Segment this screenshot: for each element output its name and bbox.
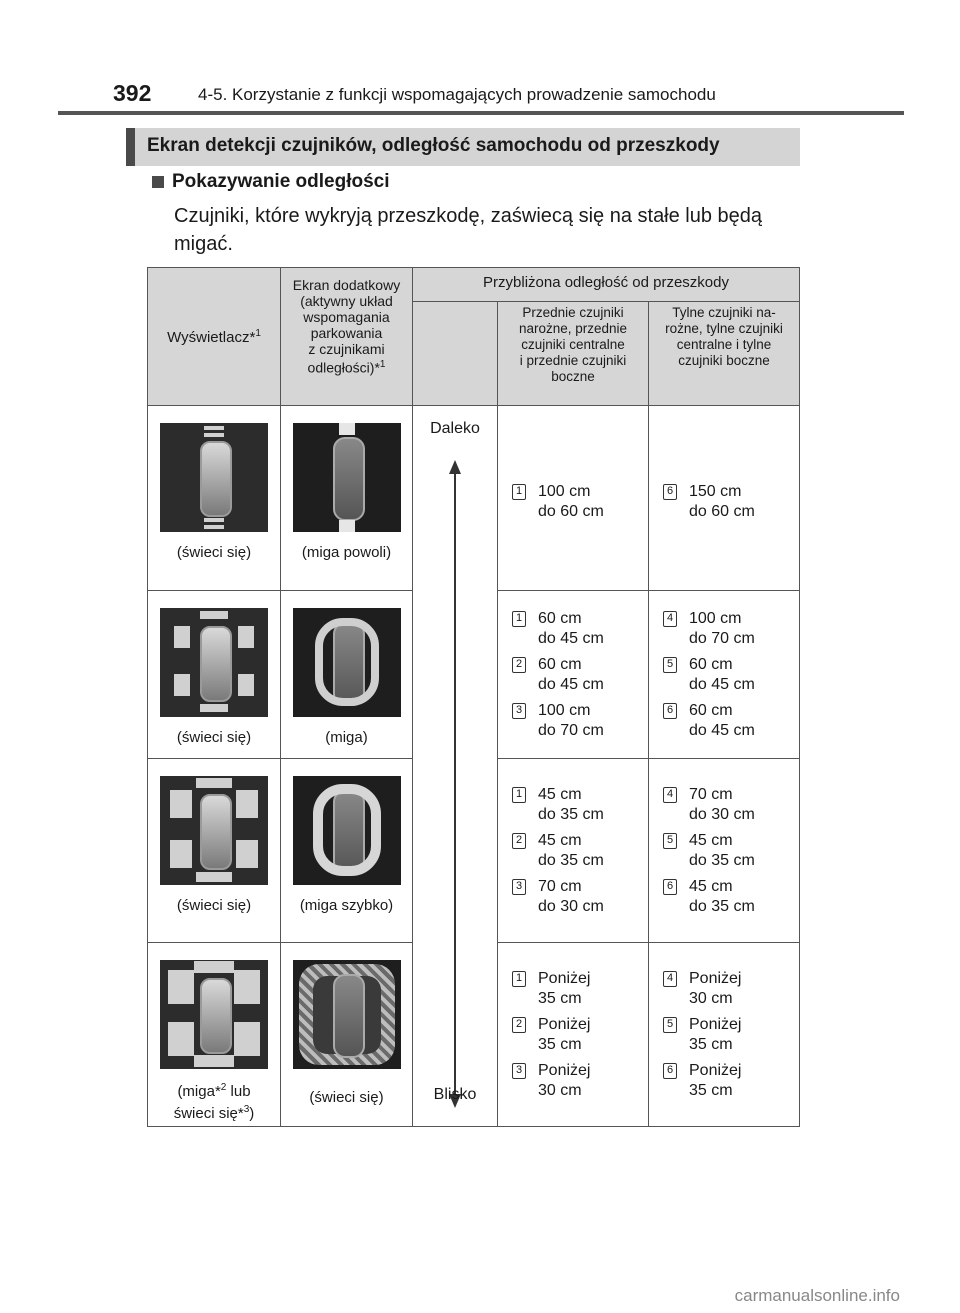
display-illustration <box>160 960 268 1069</box>
display-illustration <box>160 608 268 717</box>
header-additional-screen: Ekran dodatkowy (aktywny układ wspomagania parkowania z czujnikami odległości)*$^1$ <box>281 268 413 406</box>
rear-values: 4 Poniżej 30 cm 5 Poniżej 35 cm 6 Poniżej 35 cm <box>649 943 800 1127</box>
display-caption: (świeci się) <box>176 729 252 746</box>
distance-scale <box>413 406 498 1127</box>
sub-heading: Pokazywanie odległości <box>172 171 390 192</box>
display-cell <box>148 759 281 943</box>
chapter-title: 4-5. Korzystanie z funkcji wspomagających prowadzenie samochodu <box>198 85 716 104</box>
display-illustration <box>160 423 268 532</box>
additional-caption: (świeci się) <box>309 1089 384 1106</box>
display-cell <box>148 943 281 1127</box>
rear-values: 4 100 cm do 70 cm 5 60 cm do 45 cm 6 60 cm do 45 cm <box>649 591 800 759</box>
front-values: 1 45 cm do 35 cm 2 45 cm do 35 cm 3 70 cm do 30 cm <box>498 759 649 943</box>
additional-cell <box>281 943 413 1127</box>
front-values: 1 100 cm do 60 cm <box>498 406 649 591</box>
additional-caption: (miga powoli) <box>301 544 392 561</box>
additional-cell <box>281 406 413 591</box>
additional-illustration <box>293 960 401 1069</box>
display-caption: (świeci się) <box>176 544 252 561</box>
near-label: Blisko <box>433 1086 477 1103</box>
car-icon <box>333 437 365 521</box>
display-caption: (świeci się) <box>176 897 252 914</box>
table-row <box>148 406 800 591</box>
additional-caption: (miga) <box>325 729 368 746</box>
header-rule <box>58 111 904 115</box>
car-icon <box>200 626 232 702</box>
car-icon <box>333 974 365 1058</box>
page-number: 392 <box>113 80 152 106</box>
rear-values: 4 70 cm do 30 cm 5 45 cm do 35 cm 6 45 cm do 35 cm <box>649 759 800 943</box>
distance-table <box>147 267 800 1127</box>
car-icon <box>200 978 232 1054</box>
sensor-number: 6 <box>663 484 677 500</box>
car-icon <box>200 441 232 517</box>
section-title: Ekran detekcji czujników, odległość samochodu od przeszkody <box>147 135 720 156</box>
additional-illustration <box>293 776 401 885</box>
display-cell <box>148 591 281 759</box>
bullet-square-icon <box>152 176 164 188</box>
header-display: Wyświetlacz*$^1$ <box>148 268 281 406</box>
additional-cell <box>281 759 413 943</box>
front-values: 1 Poniżej 35 cm 2 Poniżej 35 cm 3 Poniżej 30 cm <box>498 943 649 1127</box>
rear-values: 6 150 cm do 60 cm <box>649 406 800 591</box>
display-cell <box>148 406 281 591</box>
sensor-number: 1 <box>512 484 526 500</box>
header-approx-distance: Przybliżona odległość od przeszkody <box>413 268 800 302</box>
header-front-sensors: Przednie czujniki narożne, przednie czujniki centralne i przednie czujniki boczne <box>498 302 649 406</box>
additional-cell <box>281 591 413 759</box>
additional-illustration <box>293 608 401 717</box>
display-illustration <box>160 776 268 885</box>
intro-text: Czujniki, które wykryją przeszkodę, zaświecą się na stałe lub będą migać. <box>174 205 763 255</box>
header-scale <box>413 302 498 406</box>
far-label: Daleko <box>430 420 480 437</box>
additional-caption: (miga szybko) <box>299 897 394 914</box>
watermark: carmanualsonline.info <box>734 1286 900 1305</box>
display-caption: (miga*$^2$ lub świeci się*$^3$) <box>173 1082 255 1122</box>
front-values: 1 60 cm do 45 cm 2 60 cm do 45 cm 3 100 cm do 70 cm <box>498 591 649 759</box>
distance-arrow <box>454 468 456 1096</box>
additional-illustration <box>293 423 401 532</box>
header-rear-sensors: Tylne czujniki na- rożne, tylne czujniki centralne i tylne czujniki boczne <box>649 302 800 406</box>
car-icon <box>200 794 232 870</box>
